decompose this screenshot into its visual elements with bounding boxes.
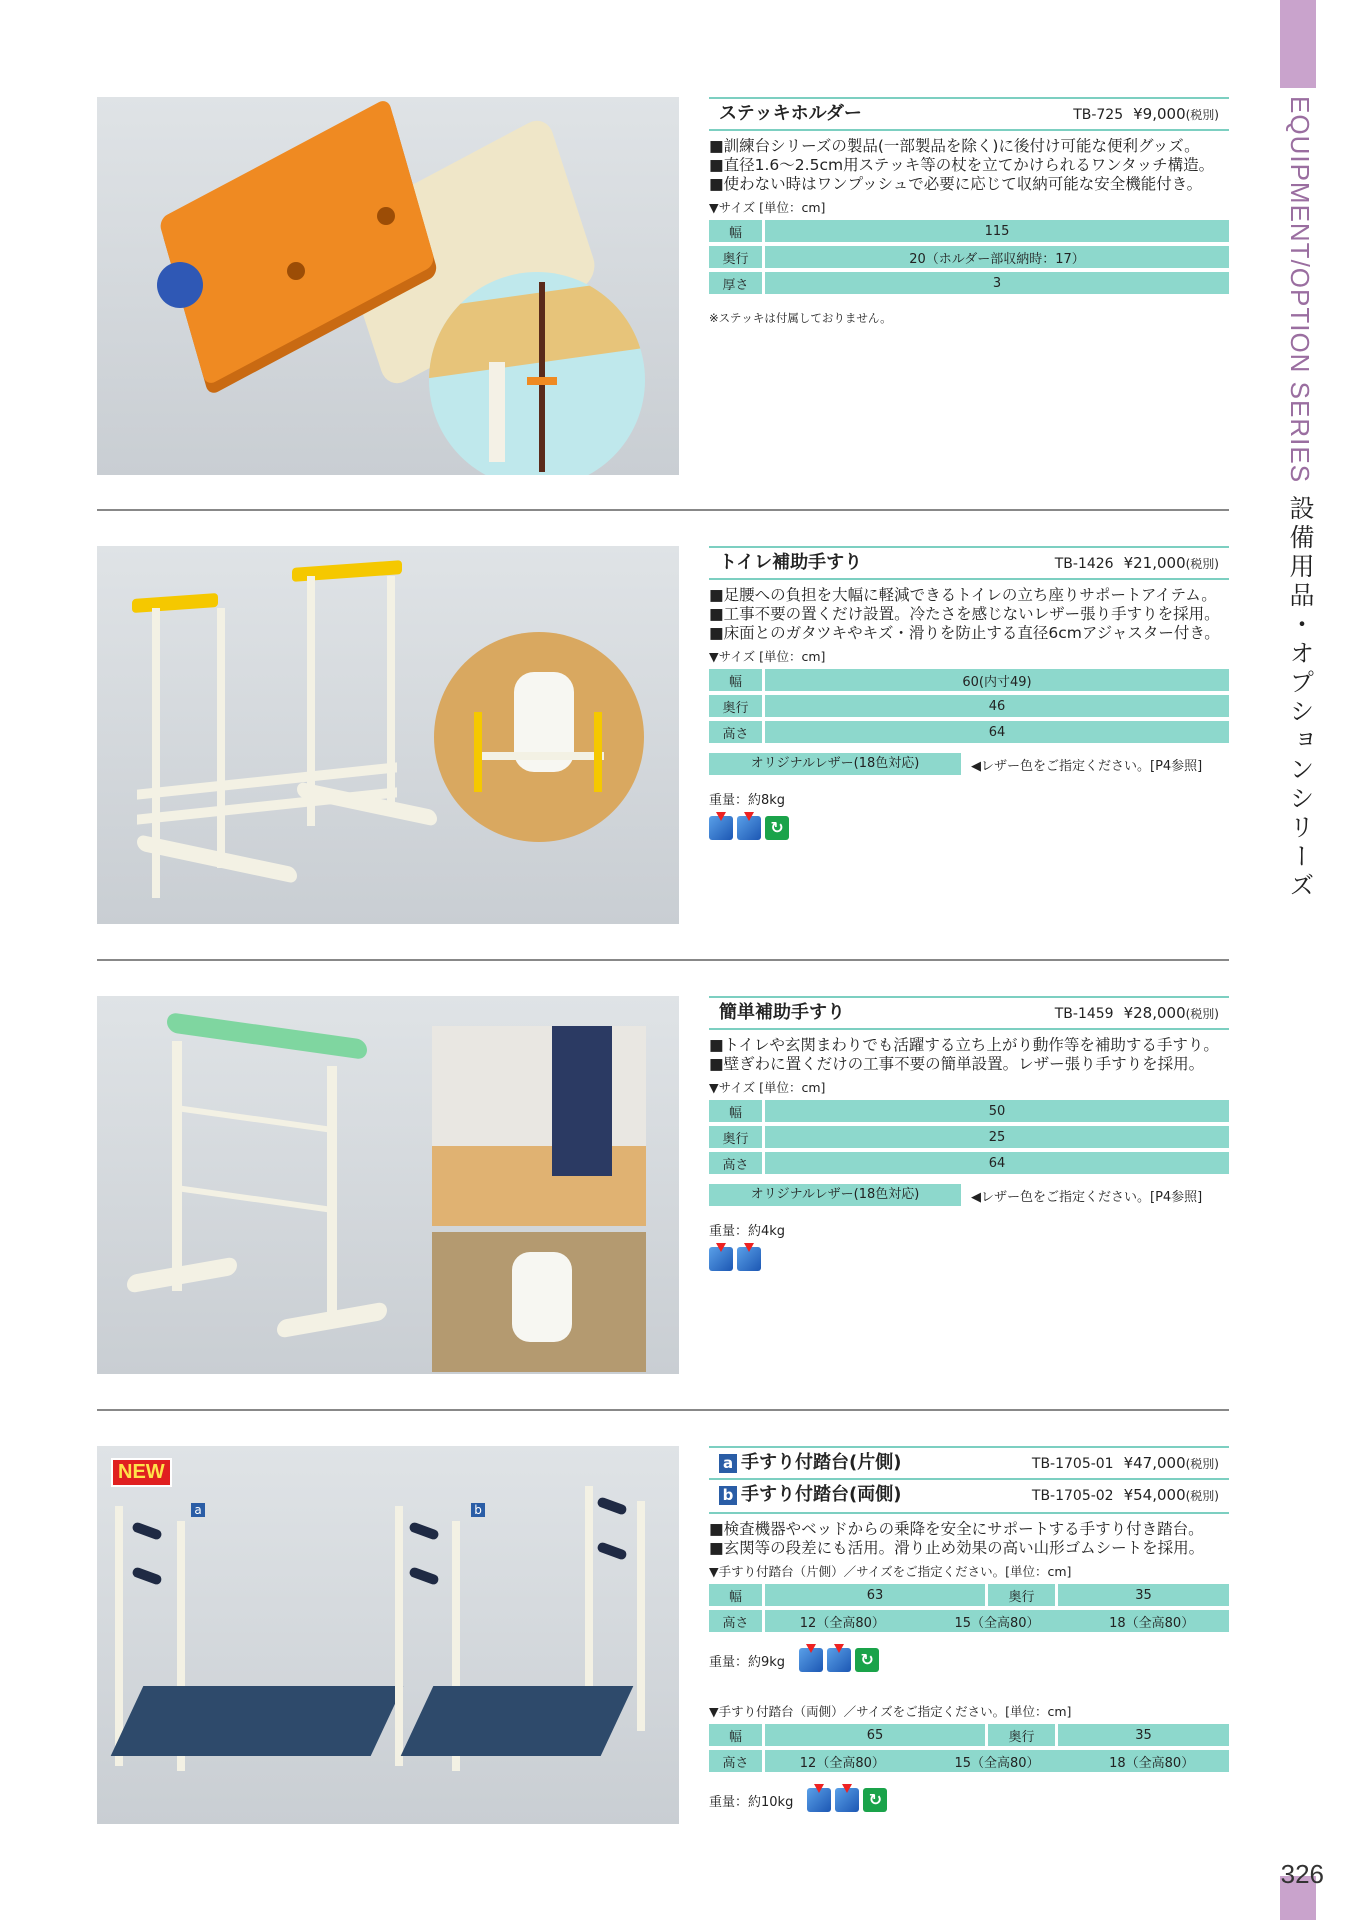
frame-post-shape [217, 608, 225, 868]
product-price [1124, 548, 1219, 579]
description-line: ■足腰への負担を大幅に軽減できるトイレの立ち座りサポートアイテム。 [709, 586, 1217, 604]
grip-shape [131, 1521, 163, 1541]
icon-row [709, 1247, 1229, 1271]
grip-shape [408, 1566, 440, 1586]
grip-shape [131, 1566, 163, 1586]
tax-label: (税別) [1185, 557, 1219, 571]
icon-row [709, 816, 1229, 840]
side-color-band-top [1280, 0, 1316, 88]
delivery-cube-icon [827, 1648, 851, 1672]
toilet-shape [512, 1252, 572, 1342]
tax-label: (税別) [1185, 108, 1219, 122]
page-number: 326 [1280, 1859, 1324, 1889]
size-label: ▼サイズ [単位：cm] [709, 1080, 826, 1095]
icon-row [799, 1648, 879, 1672]
frame-foot-shape [127, 1256, 237, 1293]
grip-shape [596, 1496, 628, 1516]
weight-row-b [709, 1788, 1229, 1812]
spec-key: 厚さ [709, 272, 765, 294]
leather-row [709, 1184, 1229, 1206]
spec-value: 20（ホルダー部収納時：17） [765, 246, 1229, 268]
assembly-icon: ↻ [765, 816, 789, 840]
spec-row [709, 1610, 1229, 1632]
spec-value: 60(内寸49) [765, 669, 1229, 691]
size-label: ▼サイズ [単位：cm] [709, 649, 826, 664]
new-badge: NEW [111, 1458, 172, 1487]
tax-label: (税別) [1185, 1457, 1219, 1471]
product-price [1124, 1480, 1219, 1511]
product-info [709, 546, 1229, 840]
product-photo-toilet-handrail [97, 546, 679, 924]
section-divider [97, 1409, 1229, 1411]
leather-option: オリジナルレザー(18色対応) [709, 1184, 961, 1206]
section-divider [97, 959, 1229, 961]
armrest-shape [167, 1012, 367, 1060]
delivery-cube-icon [737, 816, 761, 840]
spec-value: 25 [765, 1126, 1229, 1148]
product-title-row-a [709, 1446, 1229, 1480]
spec-row [709, 669, 1229, 691]
section-divider [97, 509, 1229, 511]
product-weight: 重量：約8kg [709, 793, 786, 808]
spec-key: 高さ [709, 1610, 765, 1632]
spec-value: 3 [765, 272, 1229, 294]
product-title: ステッキホルダー [719, 103, 862, 124]
delivery-cube-icon [807, 1788, 831, 1812]
holder-hole-shape [287, 262, 305, 280]
holder-small-shape [527, 377, 557, 385]
spec-key: 奥行 [985, 1584, 1055, 1606]
grip-shape [596, 1541, 628, 1561]
armrest-shape [474, 712, 482, 792]
product-title-row-b [709, 1480, 1229, 1514]
product-easy-handrail [97, 996, 1229, 1376]
spec-row [709, 1584, 1229, 1606]
spec-value: 65 [765, 1724, 985, 1746]
size-label: ▼サイズ [単位：cm] [709, 200, 826, 215]
inset-photo-top [432, 1026, 646, 1226]
frame-post-shape [387, 576, 395, 816]
spec-table-a-heights [709, 1606, 1229, 1636]
product-price [1133, 99, 1219, 130]
product-code: TB-1705-01 [1031, 1456, 1114, 1472]
side-series-title [1274, 96, 1318, 1796]
frame-post-shape [637, 1501, 645, 1731]
spec-table [709, 1096, 1229, 1178]
description-line: ■工事不要の置くだけ設置。冷たさを感じないレザー張り手すりを採用。 [709, 605, 1220, 623]
step-platform-shape [401, 1686, 634, 1756]
spec-key: 奥行 [709, 695, 765, 717]
frame-bar-shape [177, 1185, 332, 1213]
spec-key: 幅 [709, 1724, 765, 1746]
leather-option: オリジナルレザー(18色対応) [709, 753, 961, 775]
product-info [709, 996, 1229, 1271]
series-title-jp: 設備用品・オプションシリーズ [1286, 495, 1314, 902]
product-toilet-handrail [97, 546, 1229, 926]
spec-value: 64 [765, 1152, 1229, 1174]
spec-key: 奥行 [709, 1126, 765, 1148]
spec-row [709, 1100, 1229, 1122]
leather-row [709, 753, 1229, 775]
frame-post-shape [327, 1066, 337, 1326]
table-leg-shape [489, 362, 505, 462]
product-info [709, 97, 1229, 326]
holder-hole-shape [377, 207, 395, 225]
spec-value: 12（全高80） [765, 1750, 920, 1772]
inset-photo-circle [434, 632, 644, 842]
spec-key: 奥行 [985, 1724, 1055, 1746]
spec-table-b-heights [709, 1746, 1229, 1776]
spec-value: 63 [765, 1584, 985, 1606]
armrest-shape [132, 593, 218, 613]
price-value: ¥47,000 [1123, 1454, 1186, 1472]
product-title-row [709, 97, 1229, 131]
product-weight: 重量：約4kg [709, 1224, 786, 1239]
product-description [709, 137, 1229, 194]
product-price [1124, 998, 1219, 1029]
leather-note: ◀レザー色をご指定ください。[P4参照] [971, 1189, 1203, 1205]
spec-value: 64 [765, 721, 1229, 743]
spec-key: 高さ [709, 721, 765, 743]
spec-value: 115 [765, 220, 1229, 242]
product-step-stool [97, 1446, 1229, 1826]
product-title: トイレ補助手すり [719, 552, 863, 573]
product-title [719, 1480, 901, 1510]
tax-label: (税別) [1185, 1007, 1219, 1021]
frame-bar-shape [177, 1105, 332, 1133]
product-photo-easy-handrail [97, 996, 679, 1374]
spec-value: 12（全高80） [765, 1610, 920, 1632]
variant-b-tag: b [471, 1503, 485, 1517]
description-line: ■直径1.6〜2.5cm用ステッキ等の杖を立てかけられるワンタッチ構造。 [709, 156, 1215, 174]
holder-clip-shape [157, 262, 203, 308]
spec-table [709, 216, 1229, 298]
grip-shape [408, 1521, 440, 1541]
product-code: TB-1459 [1054, 1006, 1114, 1022]
spec-key: 幅 [709, 220, 765, 242]
assembly-icon: ↻ [855, 1648, 879, 1672]
spec-row [709, 1152, 1229, 1174]
product-description [709, 1520, 1229, 1558]
spec-key: 高さ [709, 1750, 765, 1772]
product-description [709, 586, 1229, 643]
title-text: 手すり付踏台(両側) [741, 1484, 902, 1505]
product-stick-holder [97, 97, 1229, 477]
description-line: ■玄関等の段差にも活用。滑り止め効果の高い山形ゴムシートを採用。 [709, 1539, 1205, 1557]
product-photo-stick-holder [97, 97, 679, 475]
product-note: ※ステッキは付属しておりません。 [709, 311, 892, 325]
delivery-cube-icon [737, 1247, 761, 1271]
description-line: ■床面とのガタツキやキズ・滑りを防止する直径6cmアジャスター付き。 [709, 624, 1220, 642]
spec-row [709, 1750, 1229, 1772]
price-value: ¥21,000 [1123, 554, 1186, 572]
spec-value: 50 [765, 1100, 1229, 1122]
product-title-row [709, 546, 1229, 580]
product-description [709, 1036, 1229, 1074]
icon-row [807, 1788, 887, 1812]
handrail-bar-shape [474, 752, 604, 760]
spec-key: 幅 [709, 669, 765, 691]
description-line: ■壁ぎわに置くだけの工事不要の簡単設置。レザー張り手すりを採用。 [709, 1055, 1205, 1073]
product-title-row [709, 996, 1229, 1030]
spec-row [709, 695, 1229, 717]
product-title: 簡単補助手すり [719, 1002, 845, 1023]
delivery-cube-icon [709, 816, 733, 840]
armrest-shape [594, 712, 602, 792]
product-code: TB-725 [1073, 107, 1124, 123]
floor-shape [432, 1146, 646, 1226]
spec-row [709, 246, 1229, 268]
assembly-icon: ↻ [863, 1788, 887, 1812]
spec-row [709, 1126, 1229, 1148]
spec-key: 幅 [709, 1584, 765, 1606]
frame-post-shape [172, 1041, 182, 1291]
spec-key: 幅 [709, 1100, 765, 1122]
delivery-cube-icon [709, 1247, 733, 1271]
weight-row-a [709, 1648, 1229, 1672]
price-value: ¥54,000 [1123, 1486, 1186, 1504]
series-title-en: EQUIPMENT/OPTION SERIES [1285, 96, 1315, 484]
product-price [1124, 1448, 1219, 1479]
spec-table [709, 665, 1229, 747]
spec-key: 奥行 [709, 246, 765, 268]
person-shape [552, 1026, 612, 1176]
inset-photo-circle [429, 272, 645, 475]
product-code: TB-1705-02 [1031, 1488, 1114, 1504]
spec-row [709, 721, 1229, 743]
step-platform-shape [111, 1686, 404, 1756]
spec-value: 18（全高80） [1074, 1610, 1229, 1632]
spec-value: 35 [1055, 1584, 1229, 1606]
description-line: ■トイレや玄関まわりでも活躍する立ち上がり動作等を補助する手すり。 [709, 1036, 1219, 1054]
spec-row [709, 220, 1229, 242]
frame-post-shape [585, 1486, 593, 1716]
spec-key: 高さ [709, 1152, 765, 1174]
variant-a-tag: a [191, 1503, 205, 1517]
size-label-a: ▼手すり付踏台（片側）／サイズをご指定ください。[単位：cm] [709, 1564, 1072, 1579]
price-value: ¥9,000 [1133, 105, 1186, 123]
delivery-cube-icon [799, 1648, 823, 1672]
frame-post-shape [115, 1506, 123, 1766]
inset-photo-bottom [432, 1232, 646, 1372]
product-info [709, 1446, 1229, 1812]
description-line: ■訓練台シリーズの製品(一部製品を除く)に後付け可能な便利グッズ。 [709, 137, 1200, 155]
description-line: ■使わない時はワンプッシュで必要に応じて収納可能な安全機能付き。 [709, 175, 1203, 193]
spec-row [709, 272, 1229, 294]
description-line: ■検査機器やベッドからの乗降を安全にサポートする手すり付き踏台。 [709, 1520, 1204, 1538]
spec-value: 46 [765, 695, 1229, 717]
product-weight: 重量：約9kg [709, 1654, 786, 1670]
spec-value: 15（全高80） [920, 1750, 1075, 1772]
spec-value: 15（全高80） [920, 1610, 1075, 1632]
product-photo-step-stool [97, 1446, 679, 1824]
spec-row [709, 1724, 1229, 1746]
product-title [719, 1448, 901, 1478]
leather-note: ◀レザー色をご指定ください。[P4参照] [971, 758, 1203, 774]
product-weight: 重量：約10kg [709, 1794, 794, 1810]
variant-tag: a [719, 1454, 737, 1473]
price-value: ¥28,000 [1123, 1004, 1186, 1022]
frame-post-shape [395, 1506, 403, 1766]
product-code: TB-1426 [1054, 556, 1114, 572]
spec-value: 35 [1055, 1724, 1229, 1746]
variant-tag: b [719, 1486, 737, 1505]
spec-value: 18（全高80） [1074, 1750, 1229, 1772]
title-text: 手すり付踏台(片側) [741, 1452, 902, 1473]
tax-label: (税別) [1185, 1489, 1219, 1503]
delivery-cube-icon [835, 1788, 859, 1812]
size-label-b: ▼手すり付踏台（両側）／サイズをご指定ください。[単位：cm] [709, 1704, 1072, 1719]
